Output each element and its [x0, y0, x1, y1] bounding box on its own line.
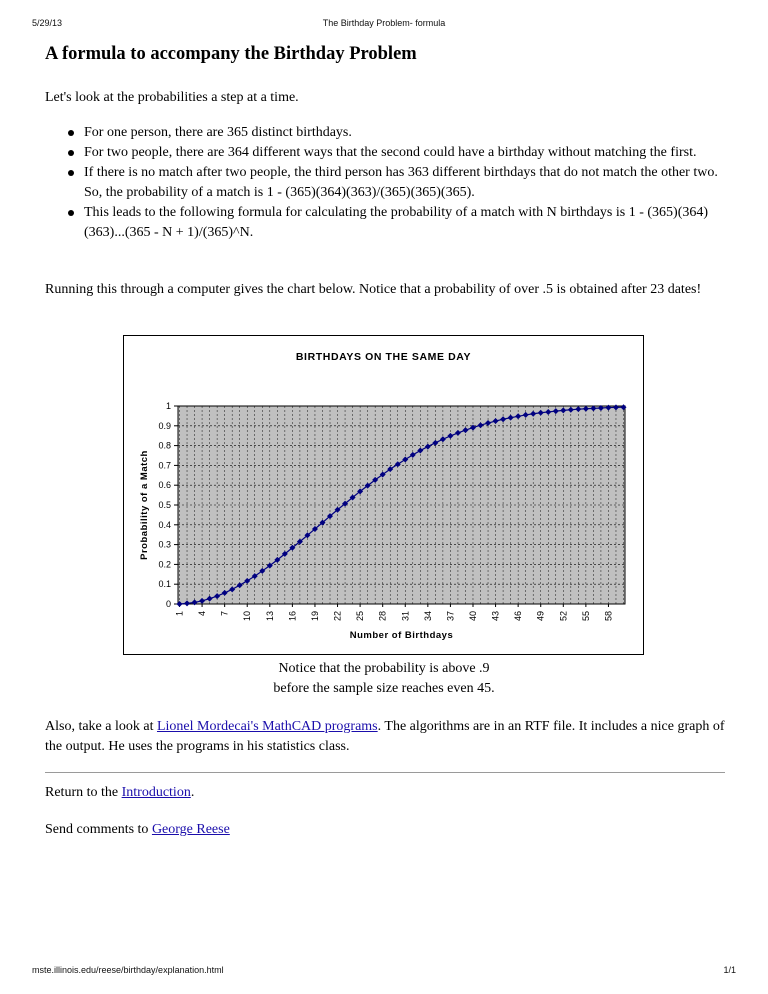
- x-tick-label: 46: [513, 611, 524, 622]
- y-tick-label: 0.7: [158, 460, 171, 471]
- x-tick-label: 31: [400, 611, 411, 622]
- return-paragraph: [45, 783, 725, 803]
- x-tick-label: 4: [197, 611, 208, 617]
- x-axis-label: Number of Birthdays: [349, 630, 454, 641]
- intro-paragraph: Let's look at the probabilities a step at a time.: [45, 90, 299, 105]
- y-tick-label: 0: [165, 599, 171, 609]
- print-date: 5/29/13: [32, 18, 63, 28]
- print-title: The Birthday Problem- formula: [322, 18, 446, 28]
- return-period: .: [190, 785, 195, 800]
- comments-text: Send comments to: [45, 822, 152, 837]
- chart-svg: [124, 336, 643, 654]
- x-tick-label: 37: [445, 611, 456, 622]
- running-paragraph: Running this through a computer gives the chart below. Notice that a probability of over .5 is obtained after 23 dates!: [45, 282, 702, 297]
- x-tick-label: 28: [377, 611, 388, 622]
- y-tick-label: 1: [165, 401, 171, 411]
- page-title: A formula to accompany the Birthday Problem: [45, 44, 417, 64]
- also-paragraph: [45, 717, 725, 757]
- chart-title: BIRTHDAYS ON THE SAME DAY: [295, 351, 472, 363]
- x-tick-label: 1: [174, 611, 185, 617]
- x-tick-label: 43: [490, 611, 501, 622]
- introduction-link[interactable]: Introduction: [121, 785, 191, 800]
- x-tick-label: 19: [309, 611, 320, 622]
- y-tick-label: 0.9: [158, 420, 171, 431]
- steps-list: [45, 123, 725, 243]
- birthday-chart: [123, 335, 644, 655]
- divider: [45, 772, 725, 773]
- plot-area: [178, 406, 625, 604]
- x-tick-label: 40: [467, 611, 478, 622]
- also-text-after: . The algorithms are in an RTF file. It includes a nice graph of the output. He uses the programs in his statistics class.: [45, 719, 725, 754]
- print-page-number: 1/1: [723, 965, 736, 975]
- caption-line-1: Notice that the probability is above .9: [278, 661, 490, 676]
- also-text-before: Also, take a look at: [45, 719, 157, 734]
- y-tick-label: 0.8: [158, 440, 171, 451]
- y-tick-label: 0.3: [158, 539, 171, 550]
- x-tick-label: 22: [332, 611, 343, 622]
- x-tick-label: 25: [355, 611, 366, 622]
- y-tick-label: 0.5: [158, 500, 171, 510]
- caption-line-2: before the sample size reaches even 45.: [273, 681, 495, 696]
- y-tick-label: 0.2: [158, 559, 171, 570]
- y-tick-label: 0.6: [158, 480, 171, 491]
- x-tick-label: 58: [603, 611, 614, 622]
- list-item: For two people, there are 364 different ways that the second could have a birthday without matching the first.: [45, 143, 725, 163]
- y-tick-label: 0.4: [158, 519, 171, 530]
- comments-paragraph: [45, 820, 725, 840]
- x-tick-label: 10: [242, 611, 253, 622]
- x-tick-label: 49: [535, 611, 546, 622]
- mathcad-programs-link[interactable]: Lionel Mordecai's MathCAD programs: [156, 719, 378, 734]
- list-item: This leads to the following formula for calculating the probability of a match with N birthdays is 1 - (365)(364)(363)...(365 - N + 1)/(365)^N.: [45, 203, 725, 243]
- x-tick-label: 13: [264, 611, 275, 622]
- george-reese-link[interactable]: George Reese: [151, 822, 230, 837]
- list-item: For one person, there are 365 distinct birthdays.: [45, 123, 725, 143]
- y-tick-label: 0.1: [158, 579, 171, 590]
- x-tick-label: 55: [580, 611, 591, 622]
- return-text: Return to the: [45, 785, 122, 800]
- x-tick-label: 7: [219, 611, 230, 617]
- x-tick-label: 16: [287, 611, 298, 622]
- print-url: mste.illinois.edu/reese/birthday/explanation.html: [32, 965, 224, 975]
- x-tick-label: 34: [422, 611, 433, 622]
- list-item: If there is no match after two people, the third person has 363 different birthdays that do not match the other two. So, the probability of a match is 1 - (365)(364)(363)/(365)(365)(365).: [45, 163, 725, 203]
- x-tick-label: 52: [558, 611, 569, 622]
- y-axis-label: Probability of a Match: [139, 450, 150, 560]
